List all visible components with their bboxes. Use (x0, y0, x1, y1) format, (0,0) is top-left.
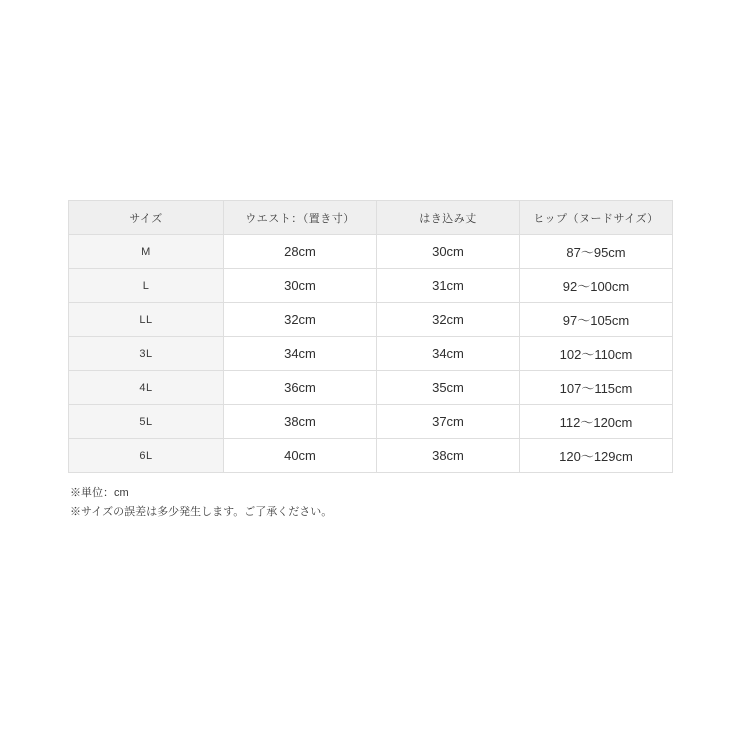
cell-rise: 32cm (377, 303, 520, 337)
cell-hip: 97〜105cm (520, 303, 673, 337)
cell-hip: 92〜100cm (520, 269, 673, 303)
table-row (69, 303, 673, 337)
table-row (69, 269, 673, 303)
row-label-size: 6L (69, 439, 224, 473)
table-row (69, 337, 673, 371)
cell-waist: 38cm (224, 405, 377, 439)
cell-waist: 36cm (224, 371, 377, 405)
cell-rise: 37cm (377, 405, 520, 439)
cell-rise: 30cm (377, 235, 520, 269)
cell-hip: 107〜115cm (520, 371, 673, 405)
column-header-hip: ヒップ（ヌードサイズ） (520, 201, 673, 235)
cell-rise: 38cm (377, 439, 520, 473)
table-header-row (69, 201, 673, 235)
note-unit: ※単位：cm (70, 487, 129, 499)
row-label-size: 3L (69, 337, 224, 371)
column-header-waist: ウエスト：（置き寸） (224, 201, 377, 235)
column-header-rise: はき込み丈 (377, 201, 520, 235)
row-label-size: LL (69, 303, 224, 337)
row-label-size: L (69, 269, 224, 303)
cell-hip: 112〜120cm (520, 405, 673, 439)
row-label-size: M (69, 235, 224, 269)
cell-hip: 102〜110cm (520, 337, 673, 371)
cell-hip: 87〜95cm (520, 235, 673, 269)
table-row (69, 405, 673, 439)
cell-waist: 40cm (224, 439, 377, 473)
cell-rise: 34cm (377, 337, 520, 371)
cell-rise: 35cm (377, 371, 520, 405)
table-row (69, 439, 673, 473)
table-row (69, 235, 673, 269)
column-header-size: サイズ (69, 201, 224, 235)
table-row (69, 371, 673, 405)
cell-waist: 32cm (224, 303, 377, 337)
cell-hip: 120〜129cm (520, 439, 673, 473)
row-label-size: 5L (69, 405, 224, 439)
cell-rise: 31cm (377, 269, 520, 303)
size-table-container (68, 200, 672, 473)
size-table (68, 200, 673, 473)
note-tolerance: ※サイズの誤差は多少発生します。ご了承ください。 (70, 505, 333, 518)
row-label-size: 4L (69, 371, 224, 405)
cell-waist: 34cm (224, 337, 377, 371)
cell-waist: 28cm (224, 235, 377, 269)
notes-block (70, 484, 332, 521)
cell-waist: 30cm (224, 269, 377, 303)
